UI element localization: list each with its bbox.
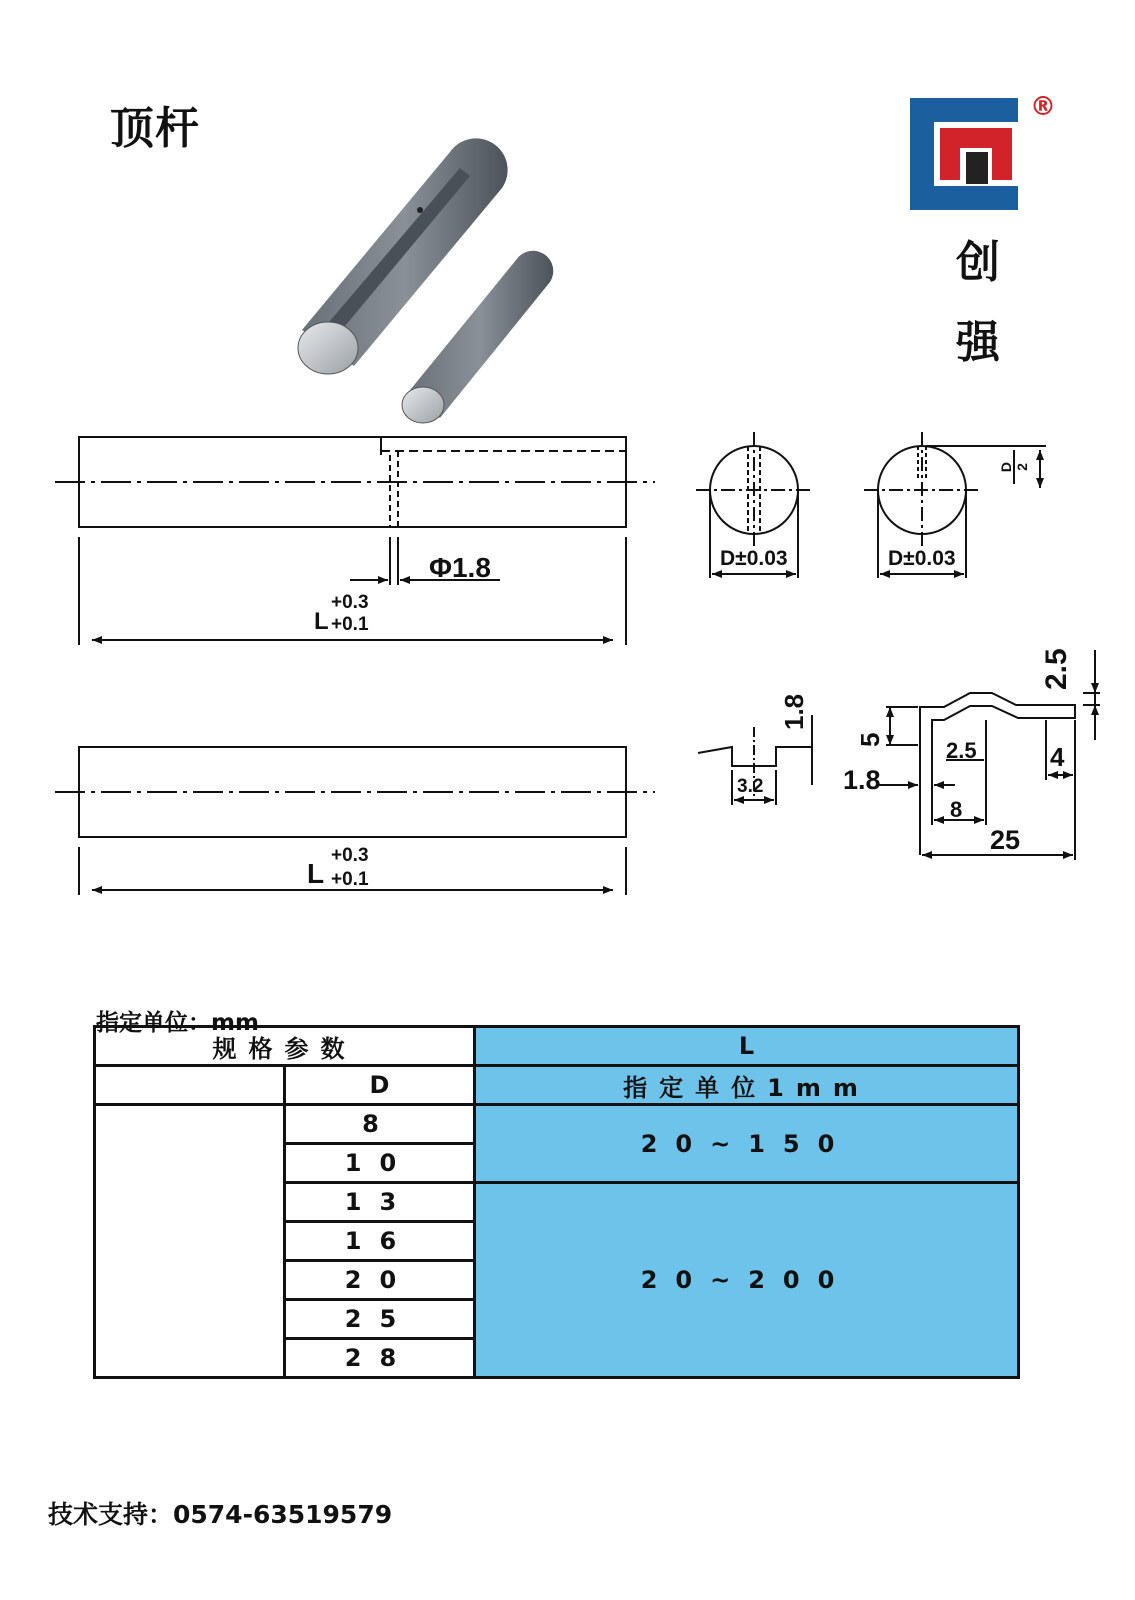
subheader-blank: [95, 1066, 285, 1105]
tol-upper-bottom: +0.3: [331, 845, 369, 866]
unit-label: 指定单位：mm: [96, 1010, 259, 1036]
d-value: 8: [285, 1105, 475, 1144]
tol-upper-top: +0.3: [331, 592, 369, 613]
length-label-bottom: L: [307, 858, 325, 889]
d-tolerance-label-2: D±0.03: [888, 547, 956, 570]
table-row: [95, 1105, 1019, 1144]
dimension-arrows: [92, 450, 1099, 894]
dim-2-5: 2.5: [946, 738, 977, 763]
d-value: 13: [285, 1183, 475, 1222]
dim-4: 4: [1050, 742, 1065, 772]
dim-1-8-vertical: 1.8: [779, 693, 809, 730]
range-cell-b: 20~200: [475, 1183, 1019, 1378]
header-l: L: [475, 1027, 1019, 1066]
dim-8: 8: [950, 797, 963, 822]
dim-5: 5: [855, 732, 885, 747]
d-tolerance-label-1: D±0.03: [720, 547, 788, 570]
table-header-row: [95, 1027, 1019, 1066]
dim-2-5-vertical: 2.5: [1040, 648, 1073, 690]
tech-support: 技术支持：0574-63519579: [48, 1500, 393, 1529]
tol-lower-bottom: +0.1: [331, 869, 369, 890]
tol-lower-top: +0.1: [331, 614, 369, 635]
d-value: 16: [285, 1222, 475, 1261]
phi-label: Φ1.8: [429, 552, 491, 583]
table-subheader-row: [95, 1066, 1019, 1105]
dim-3-2: 3.2: [737, 776, 764, 797]
dim-25: 25: [990, 825, 1021, 855]
dim-1-8: 1.8: [843, 765, 881, 795]
spec-table: [93, 1025, 1020, 1379]
registered-mark: ®: [1030, 92, 1056, 122]
brand-char-2: 强: [956, 317, 1000, 368]
left-merged-cell: [95, 1105, 285, 1378]
page-title: 顶杆: [110, 103, 200, 154]
d-half-label: [998, 450, 1030, 484]
subheader-d: D: [285, 1066, 475, 1105]
d-value: 10: [285, 1144, 475, 1183]
d-value: 25: [285, 1300, 475, 1339]
d-value: 20: [285, 1261, 475, 1300]
brand-char-1: 创: [956, 237, 1000, 288]
range-cell-a: 20~150: [475, 1105, 1019, 1183]
subheader-unit: 指定单位1mm: [475, 1066, 1019, 1105]
d-value: 28: [285, 1339, 475, 1378]
length-label-top: L: [314, 608, 329, 635]
header-spec-params: 规格参数: [95, 1027, 475, 1066]
d-half-numerator: D: [998, 461, 1014, 473]
d-half-denominator: 2: [1013, 450, 1029, 484]
